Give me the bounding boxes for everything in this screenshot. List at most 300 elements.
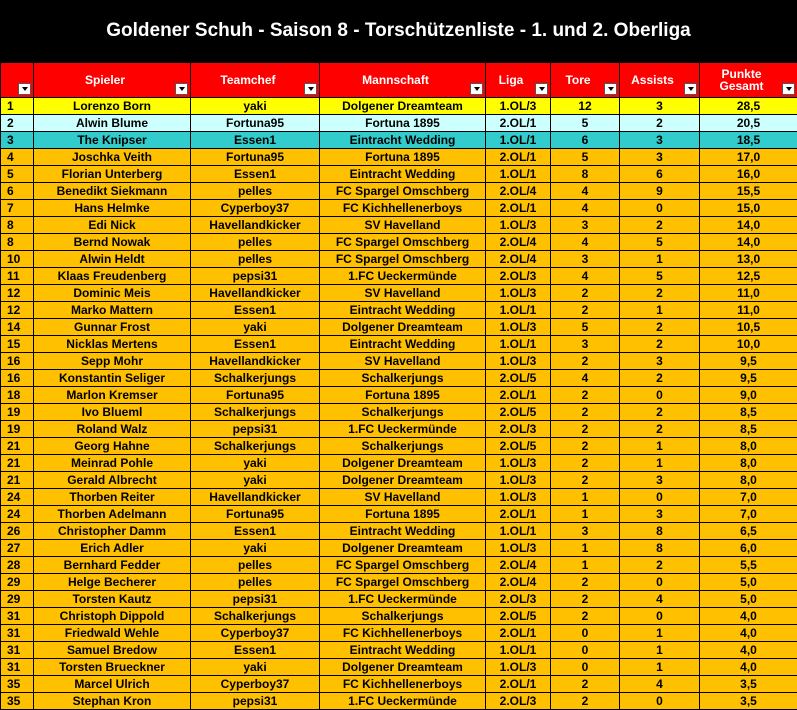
cell-liga[interactable]: 1.OL/1 [486,336,551,353]
cell-spieler[interactable]: Stephan Kron [34,693,191,710]
cell-punkte[interactable]: 20,5 [700,115,797,132]
cell-spieler[interactable]: Marcel Ulrich [34,676,191,693]
cell-spieler[interactable]: Bernd Nowak [34,234,191,251]
table-row[interactable] [1,557,797,574]
cell-mannschaft[interactable]: Dolgener Dreamteam [320,540,486,557]
cell-mannschaft[interactable]: FC Spargel Omschberg [320,183,486,200]
table-row[interactable] [1,166,797,183]
cell-liga[interactable]: 2.OL/3 [486,591,551,608]
cell-liga[interactable]: 1.OL/3 [486,489,551,506]
table-row[interactable] [1,574,797,591]
cell-punkte[interactable]: 9,0 [700,387,797,404]
cell-teamchef[interactable]: Havellandkicker [191,285,320,302]
cell-assists[interactable]: 0 [620,387,700,404]
table-row[interactable] [1,455,797,472]
cell-assists[interactable]: 3 [620,98,700,115]
filter-dropdown-button[interactable] [175,83,188,95]
cell-teamchef[interactable]: Schalkerjungs [191,438,320,455]
cell-liga[interactable]: 2.OL/5 [486,370,551,387]
cell-punkte[interactable]: 10,5 [700,319,797,336]
cell-tore[interactable]: 5 [551,149,620,166]
cell-rank[interactable]: 12 [1,285,34,302]
cell-liga[interactable]: 2.OL/1 [486,387,551,404]
cell-tore[interactable]: 1 [551,506,620,523]
cell-rank[interactable]: 31 [1,642,34,659]
table-row[interactable] [1,489,797,506]
cell-tore[interactable]: 2 [551,455,620,472]
cell-teamchef[interactable]: Fortuna95 [191,387,320,404]
cell-tore[interactable]: 3 [551,336,620,353]
cell-teamchef[interactable]: pepsi31 [191,421,320,438]
table-row[interactable] [1,625,797,642]
table-row[interactable] [1,268,797,285]
table-row[interactable] [1,353,797,370]
cell-teamchef[interactable]: pepsi31 [191,693,320,710]
cell-teamchef[interactable]: Cyperboy37 [191,625,320,642]
table-row[interactable] [1,234,797,251]
cell-teamchef[interactable]: yaki [191,472,320,489]
cell-punkte[interactable]: 8,5 [700,421,797,438]
cell-mannschaft[interactable]: Fortuna 1895 [320,115,486,132]
cell-teamchef[interactable]: Essen1 [191,166,320,183]
cell-liga[interactable]: 1.OL/3 [486,217,551,234]
cell-assists[interactable]: 2 [620,217,700,234]
cell-liga[interactable]: 2.OL/4 [486,557,551,574]
table-row[interactable] [1,642,797,659]
cell-mannschaft[interactable]: Fortuna 1895 [320,149,486,166]
cell-tore[interactable]: 2 [551,302,620,319]
cell-punkte[interactable]: 12,5 [700,268,797,285]
cell-spieler[interactable]: Nicklas Mertens [34,336,191,353]
cell-teamchef[interactable]: Havellandkicker [191,489,320,506]
table-row[interactable] [1,302,797,319]
cell-liga[interactable]: 2.OL/5 [486,608,551,625]
cell-spieler[interactable]: The Knipser [34,132,191,149]
cell-mannschaft[interactable]: FC Spargel Omschberg [320,557,486,574]
cell-teamchef[interactable]: Cyperboy37 [191,676,320,693]
cell-punkte[interactable]: 11,0 [700,285,797,302]
cell-liga[interactable]: 1.OL/3 [486,659,551,676]
cell-rank[interactable]: 28 [1,557,34,574]
cell-punkte[interactable]: 3,5 [700,676,797,693]
cell-rank[interactable]: 31 [1,608,34,625]
table-row[interactable] [1,591,797,608]
table-row[interactable] [1,115,797,132]
cell-punkte[interactable]: 5,0 [700,591,797,608]
cell-punkte[interactable]: 14,0 [700,234,797,251]
cell-teamchef[interactable]: Schalkerjungs [191,404,320,421]
cell-spieler[interactable]: Sepp Mohr [34,353,191,370]
cell-liga[interactable]: 2.OL/1 [486,625,551,642]
table-row[interactable] [1,438,797,455]
cell-tore[interactable]: 3 [551,523,620,540]
cell-assists[interactable]: 9 [620,183,700,200]
cell-liga[interactable]: 2.OL/4 [486,234,551,251]
cell-teamchef[interactable]: yaki [191,540,320,557]
cell-assists[interactable]: 2 [620,336,700,353]
cell-liga[interactable]: 2.OL/3 [486,268,551,285]
cell-rank[interactable]: 16 [1,353,34,370]
cell-tore[interactable]: 4 [551,370,620,387]
cell-assists[interactable]: 2 [620,404,700,421]
cell-tore[interactable]: 0 [551,659,620,676]
cell-mannschaft[interactable]: SV Havelland [320,353,486,370]
cell-teamchef[interactable]: yaki [191,659,320,676]
cell-mannschaft[interactable]: FC Spargel Omschberg [320,574,486,591]
cell-tore[interactable]: 2 [551,574,620,591]
cell-rank[interactable]: 16 [1,370,34,387]
cell-assists[interactable]: 1 [620,659,700,676]
cell-punkte[interactable]: 8,0 [700,455,797,472]
cell-rank[interactable]: 18 [1,387,34,404]
cell-rank[interactable]: 5 [1,166,34,183]
cell-mannschaft[interactable]: FC Kichhellenerboys [320,676,486,693]
cell-mannschaft[interactable]: 1.FC Ueckermünde [320,421,486,438]
cell-punkte[interactable]: 4,0 [700,642,797,659]
cell-tore[interactable]: 4 [551,234,620,251]
cell-rank[interactable]: 10 [1,251,34,268]
cell-spieler[interactable]: Alwin Heldt [34,251,191,268]
table-row[interactable] [1,421,797,438]
cell-mannschaft[interactable]: 1.FC Ueckermünde [320,693,486,710]
cell-spieler[interactable]: Dominic Meis [34,285,191,302]
filter-dropdown-button[interactable] [782,83,795,95]
cell-punkte[interactable]: 8,5 [700,404,797,421]
cell-spieler[interactable]: Marlon Kremser [34,387,191,404]
cell-punkte[interactable]: 8,0 [700,438,797,455]
cell-liga[interactable]: 1.OL/3 [486,353,551,370]
cell-assists[interactable]: 3 [620,149,700,166]
cell-assists[interactable]: 1 [620,455,700,472]
cell-spieler[interactable]: Alwin Blume [34,115,191,132]
cell-rank[interactable]: 7 [1,200,34,217]
table-row[interactable] [1,472,797,489]
cell-liga[interactable]: 1.OL/3 [486,98,551,115]
cell-assists[interactable]: 5 [620,234,700,251]
cell-rank[interactable]: 6 [1,183,34,200]
cell-liga[interactable]: 2.OL/4 [486,574,551,591]
cell-punkte[interactable]: 6,0 [700,540,797,557]
cell-tore[interactable]: 2 [551,353,620,370]
table-row[interactable] [1,285,797,302]
cell-punkte[interactable]: 16,0 [700,166,797,183]
filter-dropdown-button[interactable] [304,83,317,95]
cell-teamchef[interactable]: pepsi31 [191,268,320,285]
cell-teamchef[interactable]: yaki [191,98,320,115]
cell-assists[interactable]: 8 [620,523,700,540]
cell-assists[interactable]: 3 [620,472,700,489]
table-row[interactable] [1,404,797,421]
cell-tore[interactable]: 4 [551,200,620,217]
cell-liga[interactable]: 1.OL/3 [486,472,551,489]
cell-punkte[interactable]: 11,0 [700,302,797,319]
table-row[interactable] [1,132,797,149]
cell-tore[interactable]: 2 [551,421,620,438]
cell-punkte[interactable]: 13,0 [700,251,797,268]
cell-punkte[interactable]: 28,5 [700,98,797,115]
cell-spieler[interactable]: Christoph Dippold [34,608,191,625]
table-row[interactable] [1,200,797,217]
cell-mannschaft[interactable]: Eintracht Wedding [320,642,486,659]
cell-tore[interactable]: 2 [551,676,620,693]
cell-spieler[interactable]: Christopher Damm [34,523,191,540]
cell-liga[interactable]: 1.OL/3 [486,455,551,472]
cell-spieler[interactable]: Thorben Reiter [34,489,191,506]
cell-assists[interactable]: 2 [620,557,700,574]
cell-punkte[interactable]: 14,0 [700,217,797,234]
cell-teamchef[interactable]: Essen1 [191,642,320,659]
cell-mannschaft[interactable]: FC Kichhellenerboys [320,625,486,642]
cell-spieler[interactable]: Gunnar Frost [34,319,191,336]
cell-teamchef[interactable]: pelles [191,557,320,574]
cell-assists[interactable]: 0 [620,574,700,591]
cell-spieler[interactable]: Florian Unterberg [34,166,191,183]
cell-mannschaft[interactable]: FC Spargel Omschberg [320,234,486,251]
cell-liga[interactable]: 1.OL/3 [486,540,551,557]
cell-spieler[interactable]: Friedwald Wehle [34,625,191,642]
table-row[interactable] [1,659,797,676]
cell-mannschaft[interactable]: Fortuna 1895 [320,506,486,523]
cell-liga[interactable]: 2.OL/5 [486,404,551,421]
cell-rank[interactable]: 26 [1,523,34,540]
cell-spieler[interactable]: Bernhard Fedder [34,557,191,574]
cell-tore[interactable]: 2 [551,591,620,608]
cell-liga[interactable]: 2.OL/4 [486,183,551,200]
cell-rank[interactable]: 27 [1,540,34,557]
cell-spieler[interactable]: Lorenzo Born [34,98,191,115]
cell-teamchef[interactable]: yaki [191,455,320,472]
cell-mannschaft[interactable]: Dolgener Dreamteam [320,98,486,115]
table-row[interactable] [1,608,797,625]
cell-punkte[interactable]: 15,5 [700,183,797,200]
cell-tore[interactable]: 0 [551,625,620,642]
cell-teamchef[interactable]: Cyperboy37 [191,200,320,217]
cell-tore[interactable]: 4 [551,268,620,285]
cell-mannschaft[interactable]: Schalkerjungs [320,370,486,387]
cell-mannschaft[interactable]: SV Havelland [320,217,486,234]
cell-mannschaft[interactable]: Dolgener Dreamteam [320,319,486,336]
cell-teamchef[interactable]: Schalkerjungs [191,370,320,387]
table-row[interactable] [1,336,797,353]
cell-liga[interactable]: 1.OL/1 [486,132,551,149]
cell-spieler[interactable]: Benedikt Siekmann [34,183,191,200]
table-row[interactable] [1,217,797,234]
cell-tore[interactable]: 2 [551,404,620,421]
cell-spieler[interactable]: Marko Mattern [34,302,191,319]
cell-spieler[interactable]: Erich Adler [34,540,191,557]
cell-mannschaft[interactable]: SV Havelland [320,285,486,302]
cell-assists[interactable]: 2 [620,319,700,336]
cell-punkte[interactable]: 4,0 [700,625,797,642]
cell-tore[interactable]: 2 [551,438,620,455]
cell-mannschaft[interactable]: Fortuna 1895 [320,387,486,404]
cell-liga[interactable]: 1.OL/1 [486,302,551,319]
table-row[interactable] [1,676,797,693]
cell-assists[interactable]: 1 [620,302,700,319]
cell-assists[interactable]: 6 [620,166,700,183]
cell-punkte[interactable]: 8,0 [700,472,797,489]
cell-teamchef[interactable]: pelles [191,234,320,251]
cell-rank[interactable]: 19 [1,421,34,438]
cell-mannschaft[interactable]: Dolgener Dreamteam [320,659,486,676]
cell-assists[interactable]: 2 [620,370,700,387]
cell-assists[interactable]: 3 [620,353,700,370]
cell-assists[interactable]: 5 [620,268,700,285]
cell-assists[interactable]: 1 [620,642,700,659]
cell-tore[interactable]: 5 [551,115,620,132]
cell-spieler[interactable]: Helge Becherer [34,574,191,591]
cell-mannschaft[interactable]: Dolgener Dreamteam [320,455,486,472]
cell-tore[interactable]: 2 [551,608,620,625]
table-row[interactable] [1,540,797,557]
cell-tore[interactable]: 2 [551,285,620,302]
cell-punkte[interactable]: 17,0 [700,149,797,166]
cell-tore[interactable]: 8 [551,166,620,183]
cell-assists[interactable]: 0 [620,200,700,217]
cell-mannschaft[interactable]: SV Havelland [320,489,486,506]
cell-teamchef[interactable]: Essen1 [191,132,320,149]
cell-teamchef[interactable]: Essen1 [191,302,320,319]
cell-mannschaft[interactable]: Eintracht Wedding [320,166,486,183]
filter-dropdown-button[interactable] [604,83,617,95]
cell-teamchef[interactable]: Havellandkicker [191,353,320,370]
cell-spieler[interactable]: Thorben Adelmann [34,506,191,523]
cell-tore[interactable]: 6 [551,132,620,149]
table-row[interactable] [1,251,797,268]
cell-spieler[interactable]: Samuel Bredow [34,642,191,659]
table-row[interactable] [1,506,797,523]
cell-rank[interactable]: 15 [1,336,34,353]
cell-assists[interactable]: 4 [620,676,700,693]
cell-rank[interactable]: 29 [1,591,34,608]
cell-liga[interactable]: 1.OL/1 [486,523,551,540]
cell-mannschaft[interactable]: Eintracht Wedding [320,132,486,149]
cell-liga[interactable]: 2.OL/1 [486,115,551,132]
cell-liga[interactable]: 2.OL/5 [486,438,551,455]
cell-teamchef[interactable]: Havellandkicker [191,217,320,234]
cell-rank[interactable]: 8 [1,217,34,234]
cell-assists[interactable]: 8 [620,540,700,557]
cell-tore[interactable]: 2 [551,472,620,489]
cell-spieler[interactable]: Gerald Albrecht [34,472,191,489]
cell-rank[interactable]: 19 [1,404,34,421]
cell-tore[interactable]: 2 [551,693,620,710]
cell-assists[interactable]: 3 [620,132,700,149]
cell-assists[interactable]: 0 [620,489,700,506]
cell-tore[interactable]: 0 [551,642,620,659]
cell-spieler[interactable]: Konstantin Seliger [34,370,191,387]
filter-dropdown-button[interactable] [535,83,548,95]
cell-liga[interactable]: 2.OL/1 [486,506,551,523]
cell-teamchef[interactable]: Fortuna95 [191,115,320,132]
cell-rank[interactable]: 29 [1,574,34,591]
cell-rank[interactable]: 21 [1,472,34,489]
cell-teamchef[interactable]: Schalkerjungs [191,608,320,625]
cell-tore[interactable]: 1 [551,540,620,557]
cell-punkte[interactable]: 5,0 [700,574,797,591]
cell-rank[interactable]: 31 [1,625,34,642]
cell-rank[interactable]: 4 [1,149,34,166]
cell-tore[interactable]: 3 [551,217,620,234]
cell-teamchef[interactable]: Fortuna95 [191,506,320,523]
cell-spieler[interactable]: Hans Helmke [34,200,191,217]
cell-liga[interactable]: 2.OL/4 [486,251,551,268]
cell-spieler[interactable]: Georg Hahne [34,438,191,455]
cell-liga[interactable]: 1.OL/3 [486,319,551,336]
cell-mannschaft[interactable]: 1.FC Ueckermünde [320,591,486,608]
cell-mannschaft[interactable]: Dolgener Dreamteam [320,472,486,489]
table-row[interactable] [1,693,797,710]
cell-assists[interactable]: 3 [620,506,700,523]
cell-mannschaft[interactable]: Schalkerjungs [320,438,486,455]
filter-dropdown-button[interactable] [470,83,483,95]
cell-rank[interactable]: 31 [1,659,34,676]
cell-liga[interactable]: 2.OL/3 [486,421,551,438]
cell-punkte[interactable]: 5,5 [700,557,797,574]
cell-assists[interactable]: 2 [620,421,700,438]
table-row[interactable] [1,183,797,200]
cell-mannschaft[interactable]: Eintracht Wedding [320,302,486,319]
cell-liga[interactable]: 1.OL/1 [486,642,551,659]
cell-spieler[interactable]: Torsten Brueckner [34,659,191,676]
cell-teamchef[interactable]: Essen1 [191,336,320,353]
table-row[interactable] [1,523,797,540]
cell-rank[interactable]: 21 [1,438,34,455]
cell-tore[interactable]: 1 [551,557,620,574]
cell-teamchef[interactable]: pepsi31 [191,591,320,608]
cell-assists[interactable]: 1 [620,251,700,268]
table-row[interactable] [1,149,797,166]
cell-mannschaft[interactable]: FC Spargel Omschberg [320,251,486,268]
cell-teamchef[interactable]: Fortuna95 [191,149,320,166]
cell-punkte[interactable]: 7,0 [700,506,797,523]
cell-punkte[interactable]: 6,5 [700,523,797,540]
cell-assists[interactable]: 0 [620,693,700,710]
cell-assists[interactable]: 2 [620,285,700,302]
cell-rank[interactable]: 3 [1,132,34,149]
table-row[interactable] [1,370,797,387]
cell-tore[interactable]: 1 [551,489,620,506]
cell-rank[interactable]: 24 [1,506,34,523]
cell-liga[interactable]: 2.OL/3 [486,693,551,710]
cell-punkte[interactable]: 9,5 [700,370,797,387]
cell-liga[interactable]: 2.OL/1 [486,200,551,217]
cell-tore[interactable]: 2 [551,387,620,404]
cell-spieler[interactable]: Roland Walz [34,421,191,438]
cell-mannschaft[interactable]: FC Kichhellenerboys [320,200,486,217]
cell-punkte[interactable]: 10,0 [700,336,797,353]
cell-punkte[interactable]: 7,0 [700,489,797,506]
cell-teamchef[interactable]: pelles [191,183,320,200]
cell-punkte[interactable]: 18,5 [700,132,797,149]
cell-punkte[interactable]: 3,5 [700,693,797,710]
cell-liga[interactable]: 2.OL/1 [486,676,551,693]
cell-rank[interactable]: 35 [1,676,34,693]
table-row[interactable] [1,319,797,336]
cell-rank[interactable]: 21 [1,455,34,472]
cell-tore[interactable]: 12 [551,98,620,115]
cell-rank[interactable]: 14 [1,319,34,336]
cell-spieler[interactable]: Meinrad Pohle [34,455,191,472]
cell-rank[interactable]: 2 [1,115,34,132]
cell-punkte[interactable]: 4,0 [700,608,797,625]
cell-assists[interactable]: 1 [620,438,700,455]
table-row[interactable] [1,387,797,404]
cell-rank[interactable]: 8 [1,234,34,251]
cell-teamchef[interactable]: Essen1 [191,523,320,540]
cell-teamchef[interactable]: pelles [191,574,320,591]
cell-rank[interactable]: 24 [1,489,34,506]
